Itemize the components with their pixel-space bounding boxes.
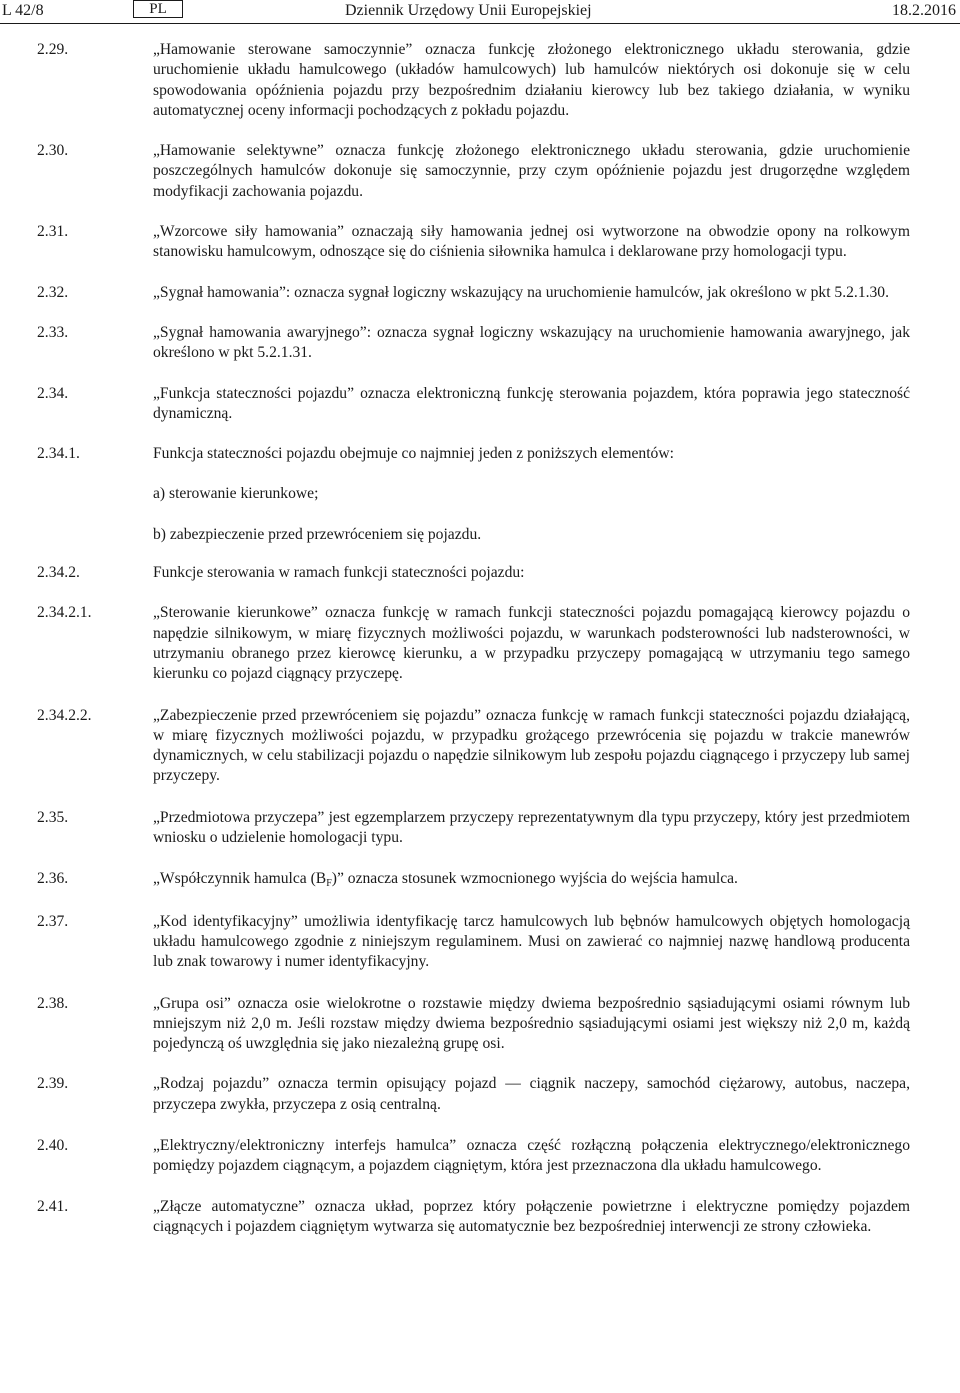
definition-number: 2.34.2.2.	[37, 706, 92, 724]
page-header	[0, 0, 960, 22]
definition-number: 2.34.2.1.	[37, 604, 92, 622]
definition-text: „Hamowanie sterowane samoczynnie” oznacza funkcję złożonego elektronicznego układu sterowania, gdzie uruchomienie układu hamulcowego (układów hamulcowych) lub hamulców niektórych osi dokonuje się w celu spowodowania opóźnienia pojazdu przy bezpośrednim działaniu kierowcy lub bez takiego działania, w wyniku automatycznej oceny informacji pochodzących z pokładu pojazdu.	[153, 41, 910, 119]
list-item-b	[0, 525, 960, 545]
definition-2-30	[0, 141, 960, 202]
header-rule	[0, 23, 960, 24]
definition-number: 2.29.	[37, 41, 69, 58]
definition-number: 2.36.	[37, 870, 69, 888]
definition-number: 2.40.	[37, 1136, 69, 1154]
definition-text: „Sygnał hamowania”: oznacza sygnał logiczny wskazujący na uruchomienie hamulców, jak określono w pkt 5.2.1.30.	[153, 283, 890, 301]
page-reference: L 42/8	[2, 2, 44, 19]
definition-text: „Elektryczny/elektroniczny interfejs hamulca” oznacza część rozłączną połączenia elektrycznego/elektronicznego pomiędzy pojazdem ciągnącym, a pojazdem ciągniętym, która jest przeznaczona dla układu hamulcowego.	[153, 1136, 910, 1175]
definition-text: „Kod identyfikacyjny” umożliwia identyfikację tarcz hamulcowych lub bębnów hamulcowych objętych homologacją układu hamulcowego zgodnie z niniejszym regulaminem. Musi on zawierać co najmniej nazwę handlową producenta lub znak towarowy i numer identyfikacyjny.	[153, 912, 910, 971]
definition-text-start: „Współczynnik hamulca (B	[153, 870, 327, 888]
definition-text: „Funkcja stateczności pojazdu” oznacza elektroniczną funkcję sterowania pojazdem, która poprawia jego stateczność dynamiczną.	[153, 384, 910, 422]
definition-text: „Sterowanie kierunkowe” oznacza funkcję w ramach funkcji stateczności pojazdu pomagającą kierowcy pojazdu o napędzie silnikowym, w miarę fizycznych możliwości pojazdu, w warunkach podsterowności lub nadsterowności, w utrzymaniu obranego przez kierowcę kierunku, a w przypadku przyczepy pomagającą w utrzymaniu tego samego kierunku co pojazd ciągnący przyczepę.	[153, 604, 910, 683]
definition-number: 2.30.	[37, 142, 69, 160]
definition-text: „Grupa osi” oznacza osie wielokrotne o rozstawie między dwiema bezpośrednio sąsiadującymi osiami równym lub mniejszym niż 2,0 m. Jeśli rozstaw między dwiema bezpośrednio sąsiadującymi osiami jest większy niż 2,0 m, każdą pojedynczą oś uwzględnia się jako niezależną grupę osi.	[153, 994, 910, 1053]
definition-2-40	[0, 1136, 960, 1177]
definition-text: Funkcje sterowania w ramach funkcji stateczności pojazdu:	[153, 564, 525, 582]
definition-2-34-2-2	[0, 706, 960, 787]
definition-text: „Sygnał hamowania awaryjnego”: oznacza sygnał logiczny wskazujący na uruchomienie hamowania awaryjnego, jak określono w pkt 5.2.1.31.	[153, 323, 910, 362]
definition-2-34-1	[0, 444, 960, 464]
definition-number: 2.33.	[37, 323, 69, 341]
definition-2-36	[0, 869, 960, 891]
definition-number: 2.31.	[37, 223, 69, 241]
definition-number: 2.34.	[37, 384, 69, 402]
definition-2-33	[0, 323, 960, 364]
definition-2-29	[0, 40, 960, 121]
definition-2-32	[0, 283, 960, 303]
definition-number: 2.41.	[37, 1197, 69, 1215]
definition-text: „Złącze automatyczne” oznacza układ, poprzez który połączenie powietrzne i elektryczne pomiędzy pojazdem ciągnących i pojazdem ciągniętym wytwarza się automatycznie bez bezpośredniej interwencji ze strony człowieka.	[153, 1197, 910, 1235]
definition-number: 2.37.	[37, 912, 69, 930]
definition-text: Funkcja stateczności pojazdu obejmuje co najmniej jeden z poniższych elementów:	[153, 445, 674, 463]
definitions-list	[0, 40, 960, 1237]
list-item-text: b) zabezpieczenie przed przewróceniem się pojazdu.	[153, 525, 482, 543]
definition-2-38	[0, 994, 960, 1055]
definition-number: 2.39.	[37, 1075, 69, 1093]
definition-number: 2.35.	[37, 808, 69, 826]
subscript: F	[326, 878, 332, 890]
definition-number: 2.34.2.	[37, 564, 80, 582]
definition-text-end: )” oznacza stosunek wzmocnionego wyjścia do wejścia hamulca.	[331, 870, 738, 888]
definition-number: 2.32.	[37, 283, 69, 301]
definition-2-34-2-1	[0, 603, 960, 684]
definition-2-34	[0, 384, 960, 425]
definition-2-41	[0, 1197, 960, 1238]
definition-text: „Wzorcowe siły hamowania” oznaczają siły hamowania jednej osi wytworzone na obwodzie opony na rolkowym stanowisku hamulcowym, odnoszące się do ciśnienia siłownika hamulca i deklarowane przy homologacji typu.	[153, 223, 910, 261]
definition-2-34-2	[0, 563, 960, 583]
definition-text: „Zabezpieczenie przed przewróceniem się pojazdu” oznacza funkcję w ramach funkcji stateczności pojazdu działającą, w miarę fizycznych możliwości pojazdu, w przypadku grożącego przewrócenia się pojazdu w trakcie manewrów dynamicznych, w celu stabilizacji pojazdu o napędzie silnikowym lub zespołu pojazdu ciągnącego i przyczepy lub samej przyczepy.	[153, 706, 910, 785]
definition-text: „Przedmiotowa przyczepa” jest egzemplarzem przyczepy reprezentatywnym dla typu przyczepy, który jest przedmiotem wniosku o udzielenie homologacji typu.	[153, 808, 910, 847]
definition-2-37	[0, 912, 960, 973]
definition-2-31	[0, 222, 960, 263]
list-item-text: a) sterowanie kierunkowe;	[153, 485, 319, 503]
journal-title: Dziennik Urzędowy Unii Europejskiej	[345, 2, 592, 19]
language-box: PL	[133, 0, 183, 18]
definition-text	[153, 869, 910, 891]
definition-text: „Hamowanie selektywne” oznacza funkcję złożonego elektronicznego układu sterowania, gdzie uruchomienie poszczególnych hamulców dokonuje się samoczynnie, przy czym opóźnienie pojazdu jest drugorzędne względem modyfikacji zachowania pojazdu.	[153, 142, 910, 200]
definition-2-35	[0, 808, 960, 849]
list-item-a	[0, 484, 960, 504]
definition-number: 2.34.1.	[37, 445, 80, 463]
publication-date: 18.2.2016	[892, 2, 956, 19]
definition-2-39	[0, 1074, 960, 1115]
definition-number: 2.38.	[37, 994, 69, 1012]
definition-text: „Rodzaj pojazdu” oznacza termin opisujący pojazd — ciągnik naczepy, samochód ciężarowy, autobus, naczepa, przyczepa zwykła, przyczepa z osią centralną.	[153, 1075, 910, 1113]
